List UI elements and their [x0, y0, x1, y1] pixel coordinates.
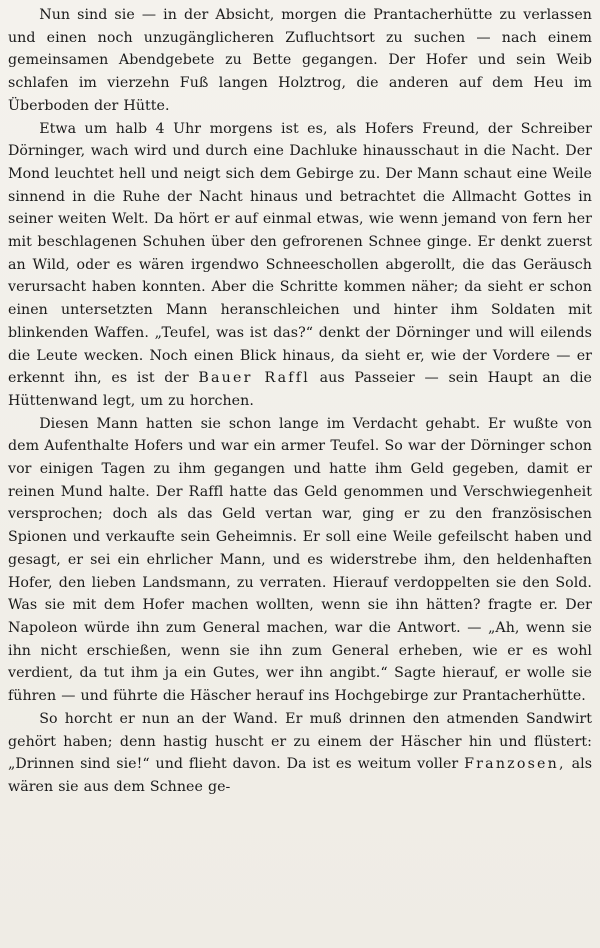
paragraph-2-text-after: aus Passeier — sein Haupt an die Hüttenwand legt, um zu horchen. [8, 370, 592, 409]
paragraph-2-spaced-name: Bauer Raffl [198, 370, 310, 387]
paragraph-1 [8, 4, 592, 118]
paragraph-4-text: So horcht er nun an der Wand. Er muß drinnen den atmenden Sandwirt gehört haben; denn hastig huscht er zu einem der Häscher hin und flüstert: „Drinnen sind sie!“ und flieht davon. Da ist es weitum voller [8, 710, 592, 773]
paragraph-3-text: Diesen Mann hatten sie schon lange im Verdacht gehabt. Er wußte von dem Aufenthalte Hofers und war ein armer Teufel. So war der Dörninger schon vor einigen Tagen zu ihm gegangen und hatte ihm Geld gegeben, damit er reinen Mund halte. Der Raffl hatte das Geld genommen und Verschwiegenheit versprochen; doch als das Geld vertan war, ging er zu den französischen Spionen und verkaufte sein Geheimnis. Er soll eine Weile gefeilscht haben und gesagt, er sei ein ehrlicher Mann, und es widerstrebe ihm, den heldenhaften Hofer, den lieben Landsmann, zu verraten. Hierauf verdoppelten sie den Sold. Was sie mit dem Hofer machen wollten, wenn sie ihn hätten? fragte er. Der Napoleon würde ihn zum General machen, war die Antwort. — „Ah, wenn sie ihn nicht erschießen, wenn sie ihn zum General erheben, wie er es wohl verdient, da tut ihm ja ein Gutes, wer ihn angibt.“ Sagte hierauf, er wolle sie führen — und führte die Häscher herauf ins Hochgebirge zur Prantacherhütte. [8, 415, 592, 705]
paragraph-1-text: Nun sind sie — in der Absicht, morgen die Prantacherhütte zu verlassen und einen noch unzugänglicheren Zufluchtsort zu suchen — nach einem gemeinsamen Abendgebete zu Bette gegangen. Der Hofer und sein Weib schlafen im vierzehn Fuß langen Holztrog, die anderen auf dem Heu im Überboden der Hütte. [8, 7, 592, 114]
paragraph-4-spaced-word: Franzosen, [464, 756, 566, 773]
paragraph-2-text: Etwa um halb 4 Uhr morgens ist es, als Hofers Freund, der Schreiber Dörninger, wach wird und durch eine Dachluke hinausschaut in die Nacht. Der Mond leuchtet hell und neigt sich dem Gebirge zu. Der Mann schaut eine Weile sinnend in die Ruhe der Nacht hinaus und betrachtet die Allmacht Gottes in seiner weiten Welt. Da hört er auf einmal etwas, wie wenn jemand von fern her mit beschlagenen Schuhen über den gefrorenen Schnee ginge. Er denkt zuerst an Wild, oder es wären irgendwo Schneeschollen abgerollt, die das Geräusch verursacht haben konnten. Aber die Schritte kommen näher; da sieht er schon einen untersetzten Mann heranschleichen und hinter ihm Soldaten mit blinkenden Waffen. „Teufel, was ist das?“ denkt der Dörninger und will eilends die Leute wecken. Noch einen Blick hinaus, da sieht er, wie der Vordere — er erkennt ihn, es ist der [8, 120, 592, 387]
paragraph-4 [8, 708, 592, 799]
paragraph-3 [8, 413, 592, 708]
paragraph-2 [8, 118, 592, 413]
paragraph-4-text-after: als wären sie aus dem Schnee ge- [8, 756, 593, 795]
